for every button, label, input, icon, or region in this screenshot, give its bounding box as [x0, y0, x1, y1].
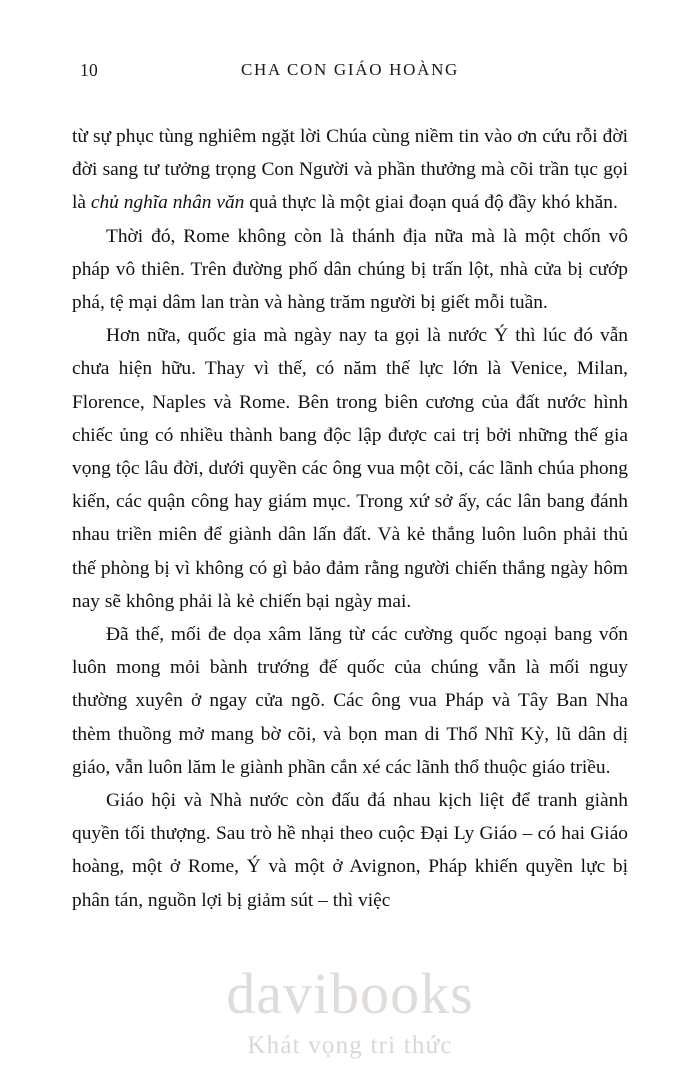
watermark-brand: davibooks [226, 961, 474, 1026]
paragraph [72, 784, 628, 917]
watermark [0, 961, 700, 1059]
text-run: Đã thế, mối đe dọa xâm lăng từ các cường quốc ngoại bang vốn luôn mong mỏi bành trướng đế quốc của chúng vẫn là mối nguy thường xuyên ở ngay cửa ngõ. Các ông vua Pháp và Tây Ban Nha thèm thuồng mở mang bờ cõi, và bọn man di Thổ Nhĩ Kỳ, lũ dân dị giáo, vẫn luôn lăm le giành phần cắn xé các lãnh thổ thuộc giáo triều. [72, 624, 628, 778]
text-run: Hơn nữa, quốc gia mà ngày nay ta gọi là nước Ý thì lúc đó vẫn chưa hiện hữu. Thay vì thế, có năm thế lực lớn là Venice, Milan, Florence, Naples và Rome. Bên trong biên cương của đất nước hình chiếc ủng có nhiều thành bang độc lập được cai trị bởi những thế gia vọng tộc lâu đời, dưới quyền các ông vua một cõi, các lãnh chúa phong kiến, các quận công hay giám mục. Trong xứ sở ấy, các lân bang đánh nhau triền miên để giành dân lấn đất. Và kẻ thắng luôn luôn phải thủ thế phòng bị vì không có gì bảo đảm rằng người chiến thắng ngày hôm nay sẽ không phải là kẻ chiến bại ngày mai. [72, 325, 628, 612]
text-run: từ sự phục tùng nghiêm ngặt lời Chúa cùng niềm tin vào ơn cứu rỗi đời đời sang tư tưởng trọng Con Người và phần thưởng mà cõi trần tục gọi là [72, 126, 628, 214]
watermark-tagline: Khát vọng tri thức [247, 1032, 453, 1059]
body-text [72, 120, 628, 917]
text-run: quả thực là một giai đoạn quá độ đầy khó khăn. [244, 192, 618, 214]
paragraph [72, 618, 628, 784]
paragraph [72, 120, 628, 220]
emphasis-text: chủ nghĩa nhân văn [90, 192, 245, 214]
running-title: CHA CON GIÁO HOÀNG [240, 60, 460, 79]
text-run: Giáo hội và Nhà nước còn đấu đá nhau kịch liệt để tranh giành quyền tối thượng. Sau trò hề nhại theo cuộc Đại Ly Giáo – có hai Giáo hoàng, một ở Rome, Ý và một ở Avignon, Pháp khiến quyền lực bị phân tán, nguồn lợi bị giảm sút – thì việc [72, 790, 628, 911]
page-number: 10 [80, 60, 98, 80]
text-run: Thời đó, Rome không còn là thánh địa nữa mà là một chốn vô pháp vô thiên. Trên đường phố dân chúng bị trấn lột, nhà cửa bị cướp phá, tệ mại dâm lan tràn và hàng trăm người bị giết mỗi tuần. [72, 225, 628, 314]
paragraph [72, 220, 628, 320]
page-header [72, 54, 628, 94]
paragraph [72, 319, 628, 618]
